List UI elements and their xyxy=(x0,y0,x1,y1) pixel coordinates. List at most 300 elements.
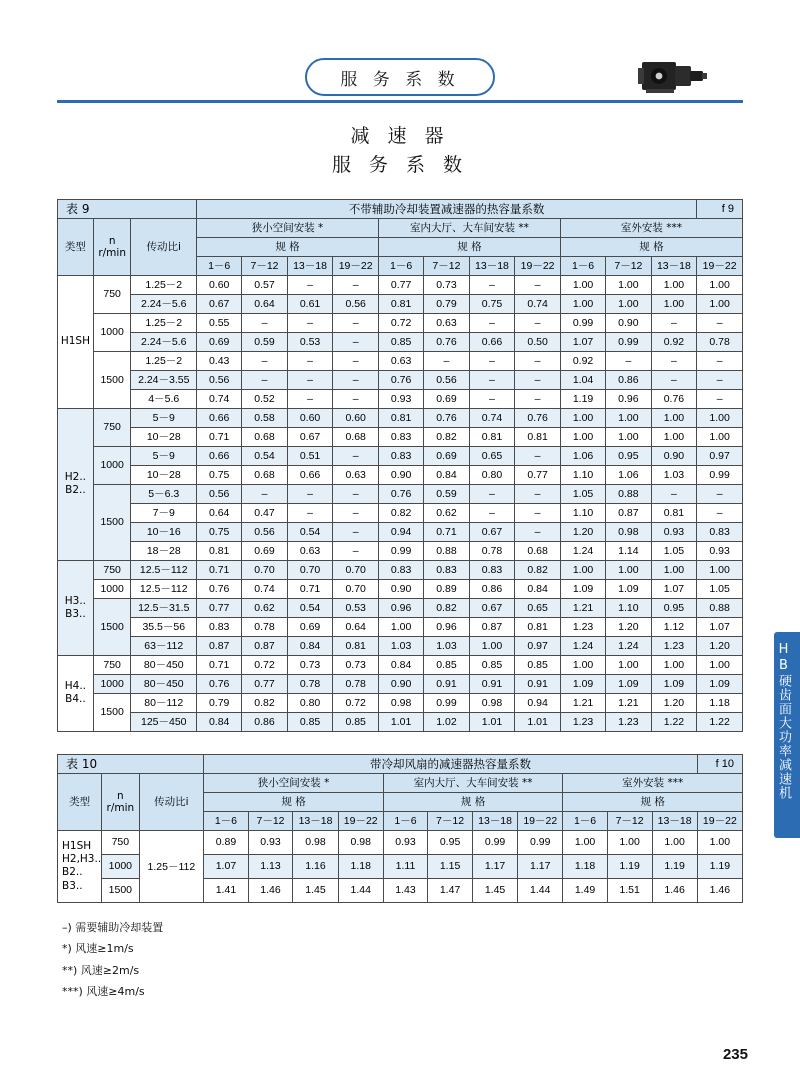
row-ratio: 10－28 xyxy=(131,465,197,484)
row-value: 0.43 xyxy=(197,351,242,370)
page-title-line2: 服 务 系 数 xyxy=(331,154,469,177)
row-value: 0.56 xyxy=(424,370,469,389)
header-spec: 规 格 xyxy=(560,237,742,256)
row-value: 1.09 xyxy=(560,674,605,693)
row-value: 1.00 xyxy=(651,275,697,294)
row-value: 0.54 xyxy=(242,446,287,465)
row-ratio: 10－16 xyxy=(131,522,197,541)
table9 xyxy=(57,199,743,732)
row-value: 0.69 xyxy=(424,389,469,408)
table10-wrapper xyxy=(57,754,743,903)
row-value: 0.67 xyxy=(287,427,333,446)
row-value: – xyxy=(469,503,515,522)
header-group-indoor: 室内大厅、大车间安装 ** xyxy=(378,218,560,237)
header-spec: 规 格 xyxy=(383,792,563,811)
row-value: 1.00 xyxy=(378,617,423,636)
row-ratio: 12.5－112 xyxy=(131,579,197,598)
row-value: 0.66 xyxy=(287,465,333,484)
table-row xyxy=(58,503,743,522)
row-value: 1.00 xyxy=(606,294,651,313)
row-value: 0.85 xyxy=(515,655,561,674)
row-value: 0.84 xyxy=(378,655,423,674)
row-value: 0.66 xyxy=(197,408,242,427)
row-value: 1.00 xyxy=(560,275,605,294)
row-value: 1.18 xyxy=(338,854,383,878)
row-value: 0.93 xyxy=(651,522,697,541)
row-value: 1.23 xyxy=(560,712,605,731)
row-speed: 1000 xyxy=(93,313,131,351)
row-value: – xyxy=(333,503,379,522)
row-value: 1.22 xyxy=(651,712,697,731)
row-value: – xyxy=(515,446,561,465)
row-value: – xyxy=(333,484,379,503)
row-value: 1.15 xyxy=(428,854,473,878)
row-value: 1.20 xyxy=(697,636,743,655)
row-value: 1.19 xyxy=(607,854,652,878)
row-value: 0.76 xyxy=(197,579,242,598)
row-value: 1.01 xyxy=(378,712,423,731)
row-value: 1.05 xyxy=(651,541,697,560)
row-value: 1.01 xyxy=(515,712,561,731)
row-value: 0.53 xyxy=(287,332,333,351)
row-value: 0.92 xyxy=(560,351,605,370)
row-value: 1.03 xyxy=(651,465,697,484)
row-value: 1.00 xyxy=(697,560,743,579)
table-row xyxy=(58,712,743,731)
row-value: 1.07 xyxy=(204,854,248,878)
table-row xyxy=(58,275,743,294)
notes-list xyxy=(62,917,800,1003)
row-value: – xyxy=(697,389,743,408)
note-item: **) 风速≥2m/s xyxy=(62,963,140,977)
header-size-col: 13－18 xyxy=(287,256,333,275)
row-value: 1.00 xyxy=(469,636,515,655)
row-value: 0.85 xyxy=(469,655,515,674)
row-value: 0.68 xyxy=(242,465,287,484)
header-size-col: 19－22 xyxy=(515,256,561,275)
row-value: 0.66 xyxy=(469,332,515,351)
row-speed: 750 xyxy=(93,560,131,579)
row-value: – xyxy=(333,522,379,541)
row-value: 0.90 xyxy=(606,313,651,332)
row-value: 0.65 xyxy=(515,598,561,617)
page-title xyxy=(0,122,800,181)
header-speed: n r/min xyxy=(93,218,131,275)
table-row xyxy=(58,408,743,427)
row-value: 0.78 xyxy=(242,617,287,636)
row-value: – xyxy=(697,503,743,522)
row-value: 1.51 xyxy=(607,878,652,902)
row-speed: 1000 xyxy=(93,579,131,598)
row-value: – xyxy=(287,389,333,408)
row-value: 0.84 xyxy=(287,636,333,655)
row-type: H4.. B4.. xyxy=(58,655,94,731)
table-caption-label: 表 10 xyxy=(58,754,204,773)
header-size-col: 13－18 xyxy=(652,811,697,830)
row-value: – xyxy=(469,370,515,389)
row-value: – xyxy=(515,351,561,370)
row-value: 0.93 xyxy=(248,830,293,854)
row-value: 0.99 xyxy=(472,830,517,854)
row-value: 0.86 xyxy=(469,579,515,598)
row-value: 0.73 xyxy=(287,655,333,674)
header-group-outdoor: 室外安装 *** xyxy=(560,218,742,237)
row-value: 0.68 xyxy=(515,541,561,560)
row-value: – xyxy=(242,484,287,503)
row-ratio: 35.5－56 xyxy=(131,617,197,636)
row-value: 0.98 xyxy=(606,522,651,541)
row-value: 0.84 xyxy=(424,465,469,484)
row-value: 0.80 xyxy=(469,465,515,484)
row-value: 1.00 xyxy=(606,408,651,427)
row-value: 0.72 xyxy=(333,693,379,712)
row-value: 1.00 xyxy=(606,655,651,674)
table-caption-label: 表 9 xyxy=(58,199,197,218)
row-value: 0.63 xyxy=(333,465,379,484)
row-value: 0.98 xyxy=(338,830,383,854)
row-value: 0.75 xyxy=(197,522,242,541)
table9-caption-row xyxy=(58,199,743,218)
header-spec: 规 格 xyxy=(197,237,379,256)
row-value: 0.99 xyxy=(697,465,743,484)
row-value: 1.23 xyxy=(606,712,651,731)
row-value: – xyxy=(651,313,697,332)
row-value: 1.18 xyxy=(697,693,743,712)
row-value: 0.77 xyxy=(515,465,561,484)
row-value: 0.85 xyxy=(378,332,423,351)
row-type: H1SH xyxy=(58,275,94,408)
row-value: 1.09 xyxy=(606,674,651,693)
header-ratio: 传动比i xyxy=(131,218,197,275)
header-size-col: 13－18 xyxy=(469,256,515,275)
row-value: 0.53 xyxy=(333,598,379,617)
header-group-narrow: 狭小空间安装 * xyxy=(204,773,384,792)
row-value: 1.10 xyxy=(560,503,605,522)
row-value: 0.90 xyxy=(378,674,423,693)
row-value: – xyxy=(515,484,561,503)
row-value: 0.83 xyxy=(424,560,469,579)
row-value: 1.10 xyxy=(560,465,605,484)
row-value: – xyxy=(287,351,333,370)
row-value: 0.71 xyxy=(197,655,242,674)
row-value: – xyxy=(333,275,379,294)
row-value: 0.83 xyxy=(697,522,743,541)
table-row xyxy=(58,351,743,370)
row-value: 0.81 xyxy=(197,541,242,560)
header-size-col: 7－12 xyxy=(607,811,652,830)
row-value: 0.83 xyxy=(378,427,423,446)
row-value: 1.00 xyxy=(560,408,605,427)
row-value: – xyxy=(651,484,697,503)
row-value: 1.44 xyxy=(338,878,383,902)
row-value: 0.64 xyxy=(242,294,287,313)
table-row xyxy=(58,579,743,598)
row-speed: 1000 xyxy=(102,854,139,878)
table9-wrapper xyxy=(57,199,743,732)
row-value: 0.88 xyxy=(424,541,469,560)
header-spec: 规 格 xyxy=(378,237,560,256)
row-value: 1.21 xyxy=(560,693,605,712)
table-row xyxy=(58,541,743,560)
row-value: 0.74 xyxy=(469,408,515,427)
table-caption-title: 带冷却风扇的减速器热容量系数 xyxy=(204,754,697,773)
row-value: 0.98 xyxy=(293,830,338,854)
row-ratio: 80－450 xyxy=(131,655,197,674)
table-row xyxy=(58,636,743,655)
row-value: 1.00 xyxy=(560,655,605,674)
header-size-col: 1－6 xyxy=(560,256,605,275)
row-value: 0.84 xyxy=(197,712,242,731)
row-value: 1.00 xyxy=(697,830,742,854)
page-number: 235 xyxy=(722,1046,748,1063)
row-value: 1.17 xyxy=(518,854,563,878)
row-value: 1.04 xyxy=(560,370,605,389)
note-item: *) 风速≥1m/s xyxy=(62,942,134,956)
row-value: 0.68 xyxy=(333,427,379,446)
row-value: 0.92 xyxy=(651,332,697,351)
row-value: 0.89 xyxy=(204,830,248,854)
row-value: 0.70 xyxy=(242,560,287,579)
row-value: 1.00 xyxy=(651,427,697,446)
row-value: 0.93 xyxy=(378,389,423,408)
row-value: 1.00 xyxy=(560,560,605,579)
row-value: 0.56 xyxy=(333,294,379,313)
row-value: 1.24 xyxy=(560,541,605,560)
row-value: 0.94 xyxy=(515,693,561,712)
row-ratio: 12.5－112 xyxy=(131,560,197,579)
table-row xyxy=(58,332,743,351)
row-value: – xyxy=(651,370,697,389)
page-title-line1: 减 速 器 xyxy=(350,125,450,147)
row-value: 0.67 xyxy=(197,294,242,313)
row-value: 0.87 xyxy=(606,503,651,522)
row-value: 1.00 xyxy=(697,408,743,427)
header-size-col: 7－12 xyxy=(428,811,473,830)
row-value: 0.89 xyxy=(424,579,469,598)
row-value: 0.81 xyxy=(515,617,561,636)
row-value: 0.97 xyxy=(697,446,743,465)
row-value: 0.71 xyxy=(287,579,333,598)
row-value: 1.05 xyxy=(697,579,743,598)
row-value: – xyxy=(287,313,333,332)
row-value: 1.45 xyxy=(293,878,338,902)
row-value: 0.76 xyxy=(378,484,423,503)
row-ratio: 2.24－3.55 xyxy=(131,370,197,389)
row-value: 0.96 xyxy=(424,617,469,636)
row-value: 1.00 xyxy=(563,830,607,854)
row-value: – xyxy=(469,351,515,370)
row-value: 0.78 xyxy=(697,332,743,351)
row-value: – xyxy=(242,313,287,332)
table10-caption-row xyxy=(58,754,743,773)
side-tab xyxy=(774,632,800,838)
row-value: – xyxy=(333,313,379,332)
row-value: 1.00 xyxy=(560,427,605,446)
row-value: 1.19 xyxy=(652,854,697,878)
row-value: 1.00 xyxy=(560,294,605,313)
row-value: 1.00 xyxy=(606,275,651,294)
row-value: 0.76 xyxy=(424,332,469,351)
header-group-indoor: 室内大厅、大车间安装 ** xyxy=(383,773,563,792)
row-value: 1.20 xyxy=(560,522,605,541)
row-value: 1.00 xyxy=(652,830,697,854)
row-value: – xyxy=(287,275,333,294)
row-value: 1.49 xyxy=(563,878,607,902)
row-value: 0.91 xyxy=(424,674,469,693)
row-speed: 1000 xyxy=(93,446,131,484)
row-value: 1.12 xyxy=(651,617,697,636)
row-value: 0.82 xyxy=(424,598,469,617)
row-value: 0.63 xyxy=(378,351,423,370)
row-value: 0.88 xyxy=(606,484,651,503)
row-value: 1.01 xyxy=(469,712,515,731)
row-value: – xyxy=(515,389,561,408)
row-value: – xyxy=(333,446,379,465)
row-value: 1.17 xyxy=(472,854,517,878)
header-size-col: 13－18 xyxy=(293,811,338,830)
row-value: 1.13 xyxy=(248,854,293,878)
row-value: – xyxy=(333,351,379,370)
row-value: 0.77 xyxy=(197,598,242,617)
row-value: 0.83 xyxy=(469,560,515,579)
row-ratio: 5－9 xyxy=(131,446,197,465)
row-value: 1.06 xyxy=(560,446,605,465)
row-value: 0.63 xyxy=(424,313,469,332)
row-value: 0.95 xyxy=(428,830,473,854)
table-row xyxy=(58,598,743,617)
table-row xyxy=(58,313,743,332)
row-value: 0.70 xyxy=(333,579,379,598)
row-ratio: 1.25－2 xyxy=(131,275,197,294)
row-ratio: 5－6.3 xyxy=(131,484,197,503)
row-value: – xyxy=(697,351,743,370)
row-value: 0.86 xyxy=(606,370,651,389)
row-value: 1.46 xyxy=(697,878,742,902)
row-value: 1.19 xyxy=(560,389,605,408)
table-row xyxy=(58,674,743,693)
row-value: 1.19 xyxy=(697,854,742,878)
row-value: – xyxy=(515,313,561,332)
row-value: 0.73 xyxy=(333,655,379,674)
row-value: 0.91 xyxy=(469,674,515,693)
row-value: 0.98 xyxy=(378,693,423,712)
row-value: 1.14 xyxy=(606,541,651,560)
row-value: 0.59 xyxy=(424,484,469,503)
row-speed: 1500 xyxy=(93,598,131,655)
table-row xyxy=(58,294,743,313)
table10-group-header-row xyxy=(58,773,743,792)
row-type: H2.. B2.. xyxy=(58,408,94,560)
row-value: 0.99 xyxy=(424,693,469,712)
row-value: 1.00 xyxy=(697,275,743,294)
row-value: 0.75 xyxy=(469,294,515,313)
row-value: 1.21 xyxy=(560,598,605,617)
row-value: 0.58 xyxy=(242,408,287,427)
row-value: 0.79 xyxy=(197,693,242,712)
row-value: 1.05 xyxy=(560,484,605,503)
row-value: 0.87 xyxy=(242,636,287,655)
row-value: 1.00 xyxy=(651,294,697,313)
row-value: 0.78 xyxy=(333,674,379,693)
row-value: 0.54 xyxy=(287,598,333,617)
row-value: 1.02 xyxy=(424,712,469,731)
row-value: 0.85 xyxy=(333,712,379,731)
header-size-col: 13－18 xyxy=(472,811,517,830)
row-value: 0.80 xyxy=(287,693,333,712)
row-speed: 1000 xyxy=(93,674,131,693)
row-value: 1.00 xyxy=(651,655,697,674)
row-value: 0.52 xyxy=(242,389,287,408)
row-value: 0.65 xyxy=(469,446,515,465)
table-row xyxy=(58,465,743,484)
row-value: 0.56 xyxy=(197,370,242,389)
row-value: – xyxy=(287,370,333,389)
row-value: 0.90 xyxy=(651,446,697,465)
row-value: 0.69 xyxy=(242,541,287,560)
row-value: – xyxy=(515,503,561,522)
row-ratio: 80－450 xyxy=(131,674,197,693)
row-value: – xyxy=(606,351,651,370)
table-row xyxy=(58,522,743,541)
row-value: 0.76 xyxy=(515,408,561,427)
header-size-col: 13－18 xyxy=(651,256,697,275)
row-value: 0.72 xyxy=(378,313,423,332)
row-value: 1.00 xyxy=(606,560,651,579)
row-value: 1.41 xyxy=(204,878,248,902)
row-value: 1.22 xyxy=(697,712,743,731)
header-size-col: 19－22 xyxy=(697,811,742,830)
row-value: 0.96 xyxy=(378,598,423,617)
row-value: 1.03 xyxy=(378,636,423,655)
row-ratio: 5－9 xyxy=(131,408,197,427)
row-value: 0.76 xyxy=(197,674,242,693)
row-value: 0.81 xyxy=(469,427,515,446)
row-value: 0.68 xyxy=(242,427,287,446)
table-row xyxy=(58,370,743,389)
row-value: 0.55 xyxy=(197,313,242,332)
row-value: – xyxy=(333,389,379,408)
table-caption-symbol: f 9 xyxy=(697,199,743,218)
row-value: 0.60 xyxy=(197,275,242,294)
row-value: 0.95 xyxy=(606,446,651,465)
row-value: 0.57 xyxy=(242,275,287,294)
header-spec: 规 格 xyxy=(563,792,743,811)
table10 xyxy=(57,754,743,903)
row-value: 0.81 xyxy=(515,427,561,446)
note-item: ***) 风速≥4m/s xyxy=(62,985,145,999)
row-value: 0.56 xyxy=(197,484,242,503)
row-value: 0.99 xyxy=(560,313,605,332)
row-value: – xyxy=(515,370,561,389)
row-value: – xyxy=(469,389,515,408)
row-value: 1.20 xyxy=(606,617,651,636)
row-value: 0.71 xyxy=(197,560,242,579)
row-ratio: 1.25－2 xyxy=(131,351,197,370)
row-speed: 1500 xyxy=(93,484,131,560)
row-value: 0.82 xyxy=(424,427,469,446)
header-spec: 规 格 xyxy=(204,792,384,811)
table9-group-header-row xyxy=(58,218,743,237)
row-value: 0.62 xyxy=(424,503,469,522)
header-size-col: 7－12 xyxy=(248,811,293,830)
row-value: 0.76 xyxy=(651,389,697,408)
row-value: – xyxy=(469,484,515,503)
header-type: 类型 xyxy=(58,773,102,830)
row-value: 1.09 xyxy=(697,674,743,693)
header-size-col: 1－6 xyxy=(197,256,242,275)
table-caption-title: 不带辅助冷却装置减速器的热容量系数 xyxy=(197,199,697,218)
row-value: – xyxy=(469,313,515,332)
